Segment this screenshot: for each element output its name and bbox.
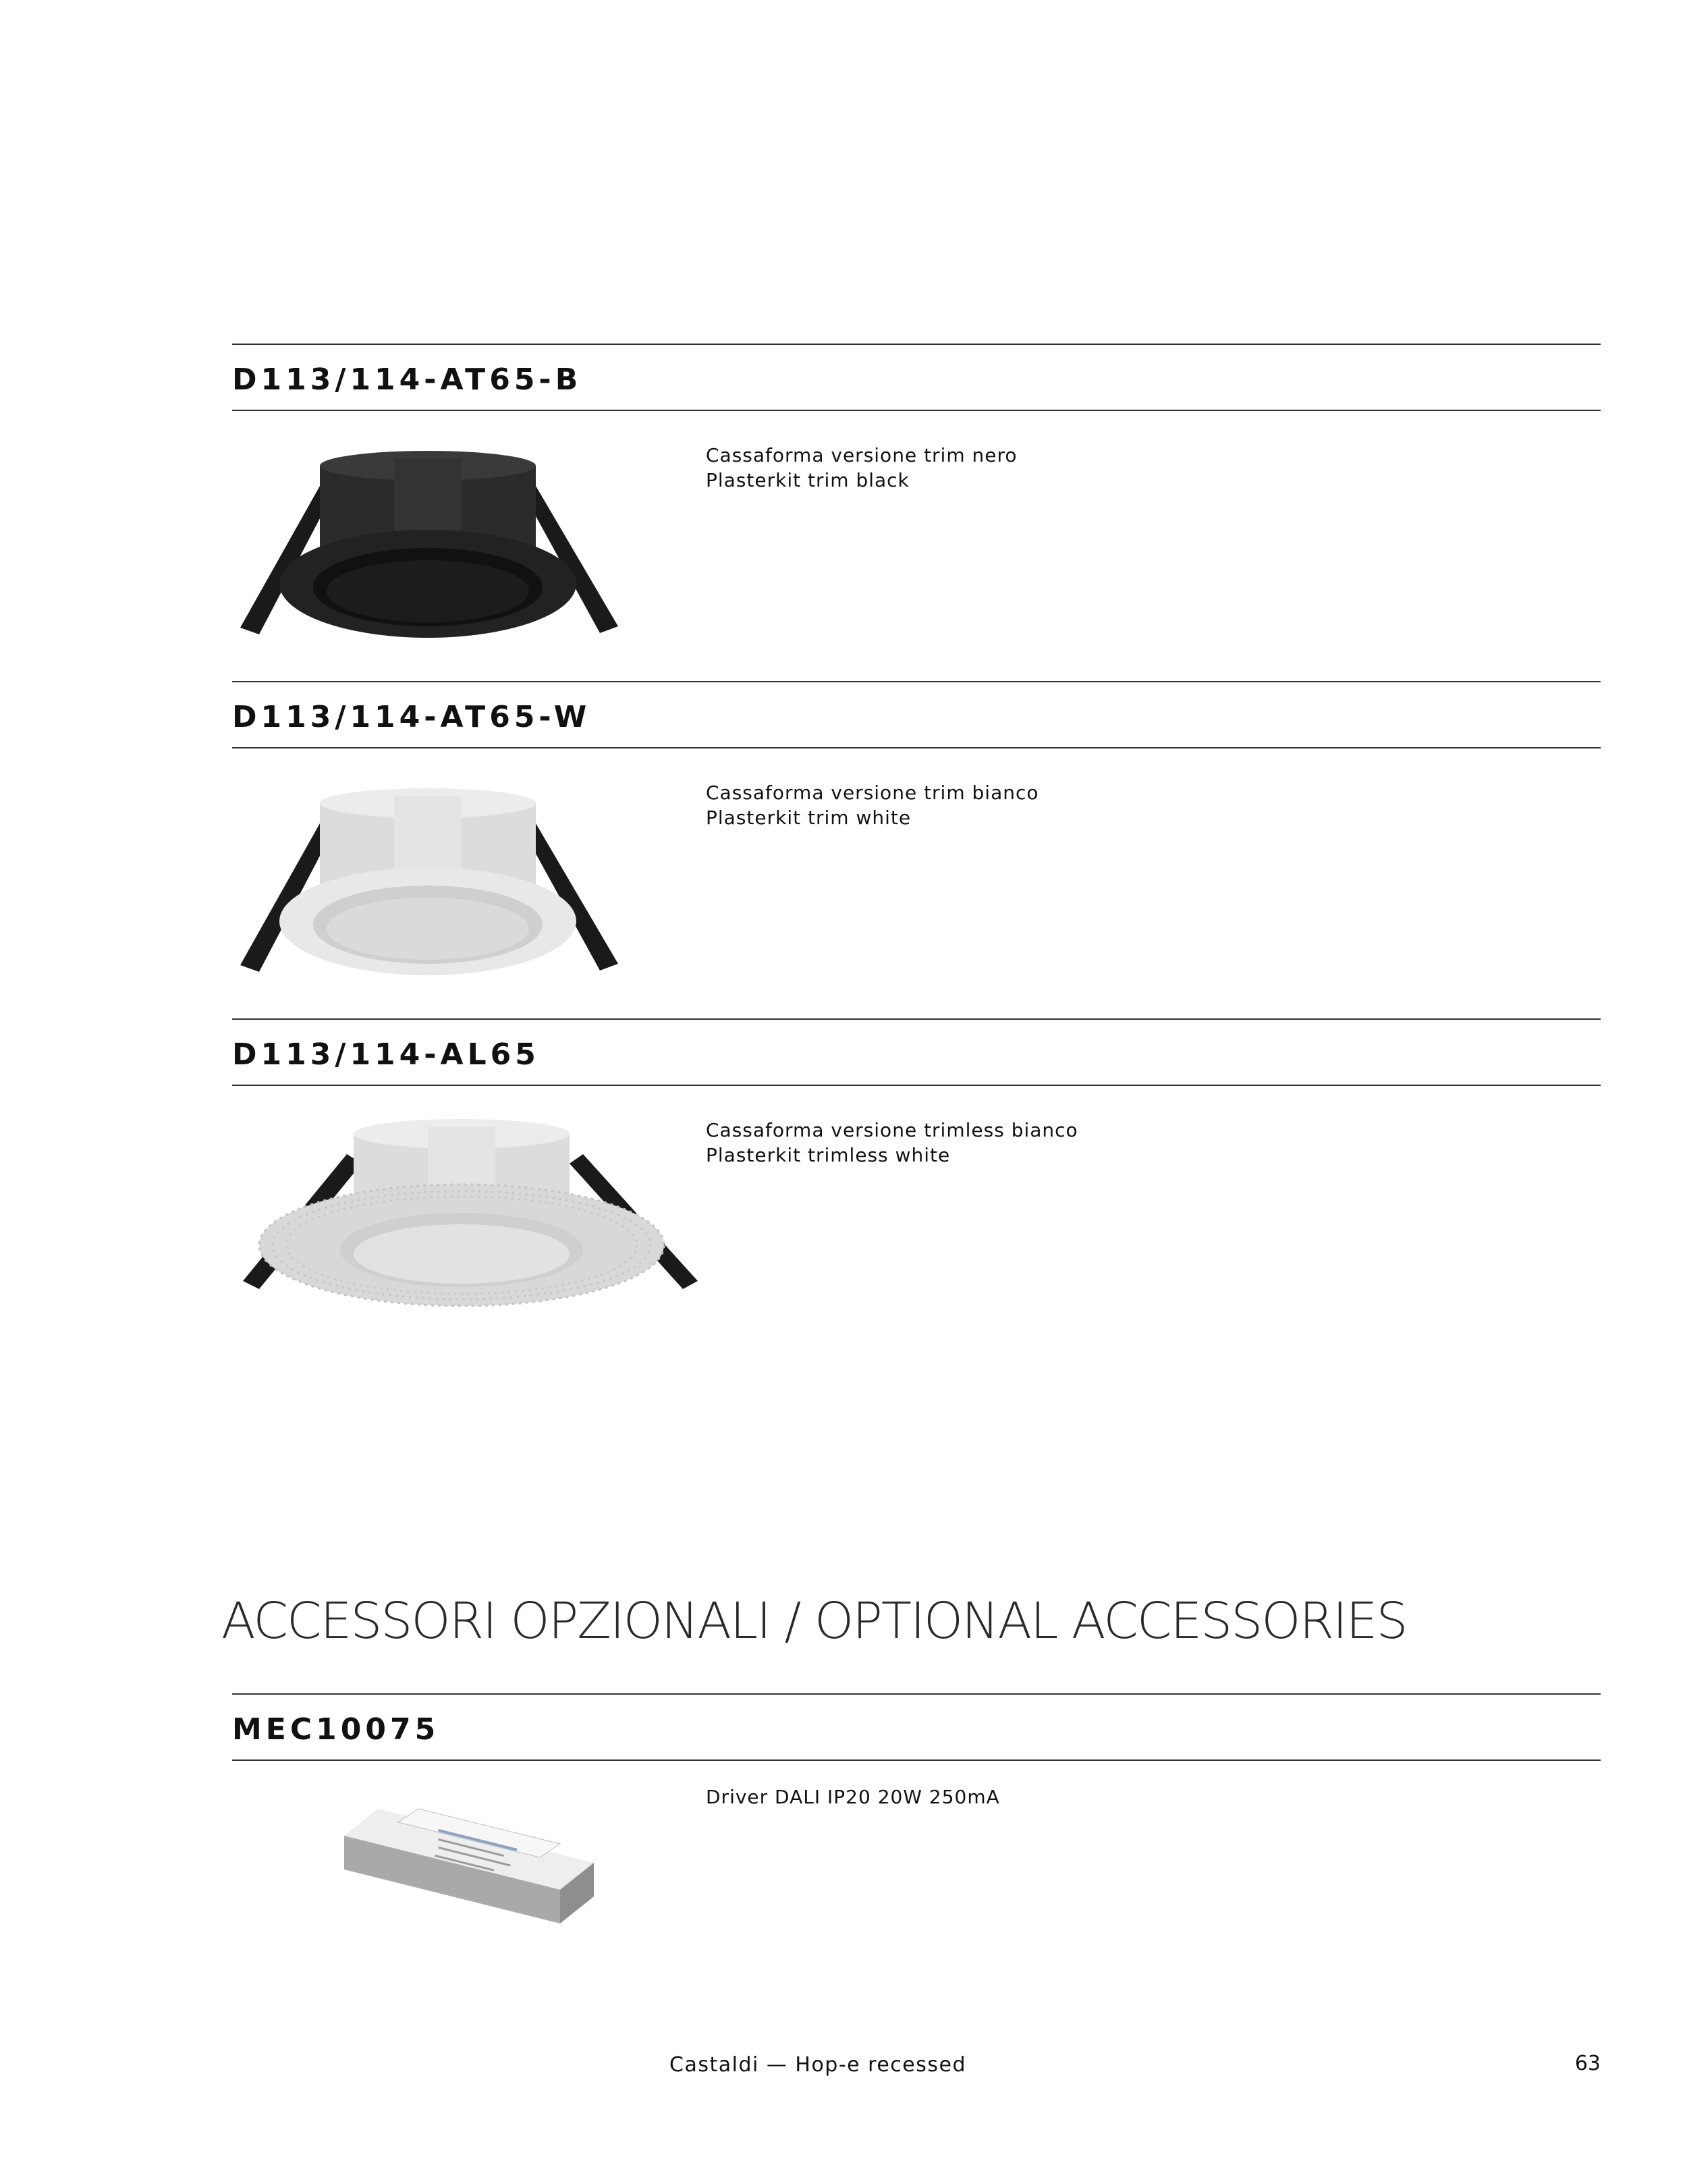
divider bbox=[232, 681, 1601, 682]
divider bbox=[232, 1693, 1601, 1695]
divider bbox=[232, 410, 1601, 411]
description-it: Cassaforma versione trimless bianco bbox=[706, 1119, 1078, 1141]
product-code: D113/114-AL65 bbox=[232, 1037, 540, 1072]
divider bbox=[232, 1018, 1601, 1020]
section-title: ACCESSORI OPZIONALI / OPTIONAL ACCESSORIES bbox=[221, 1592, 1407, 1650]
driver-image bbox=[337, 1782, 601, 1944]
footer-text: Castaldi — Hop-e recessed bbox=[669, 2053, 967, 2077]
divider bbox=[232, 1085, 1601, 1086]
product-code: D113/114-AT65-B bbox=[232, 362, 582, 397]
page-number: 63 bbox=[1574, 2052, 1601, 2075]
accessory-code: MEC10075 bbox=[232, 1712, 440, 1747]
product-image-trim-black bbox=[232, 432, 624, 648]
divider bbox=[232, 747, 1601, 748]
divider bbox=[232, 344, 1601, 345]
product-description bbox=[706, 780, 1039, 830]
product-description bbox=[706, 443, 1018, 493]
product-image-trimless-white bbox=[232, 1107, 698, 1323]
description-it: Cassaforma versione trim nero bbox=[706, 444, 1018, 466]
accessory-description: Driver DALI IP20 20W 250mA bbox=[706, 1786, 1000, 1808]
product-image-trim-white bbox=[232, 769, 624, 985]
description-en: Plasterkit trim black bbox=[706, 469, 910, 491]
description-en: Plasterkit trim white bbox=[706, 807, 912, 829]
description-en: Plasterkit trimless white bbox=[706, 1144, 951, 1166]
product-description bbox=[706, 1118, 1078, 1168]
divider bbox=[232, 1759, 1601, 1761]
product-code: D113/114-AT65-W bbox=[232, 700, 591, 734]
description-it: Cassaforma versione trim bianco bbox=[706, 782, 1039, 804]
